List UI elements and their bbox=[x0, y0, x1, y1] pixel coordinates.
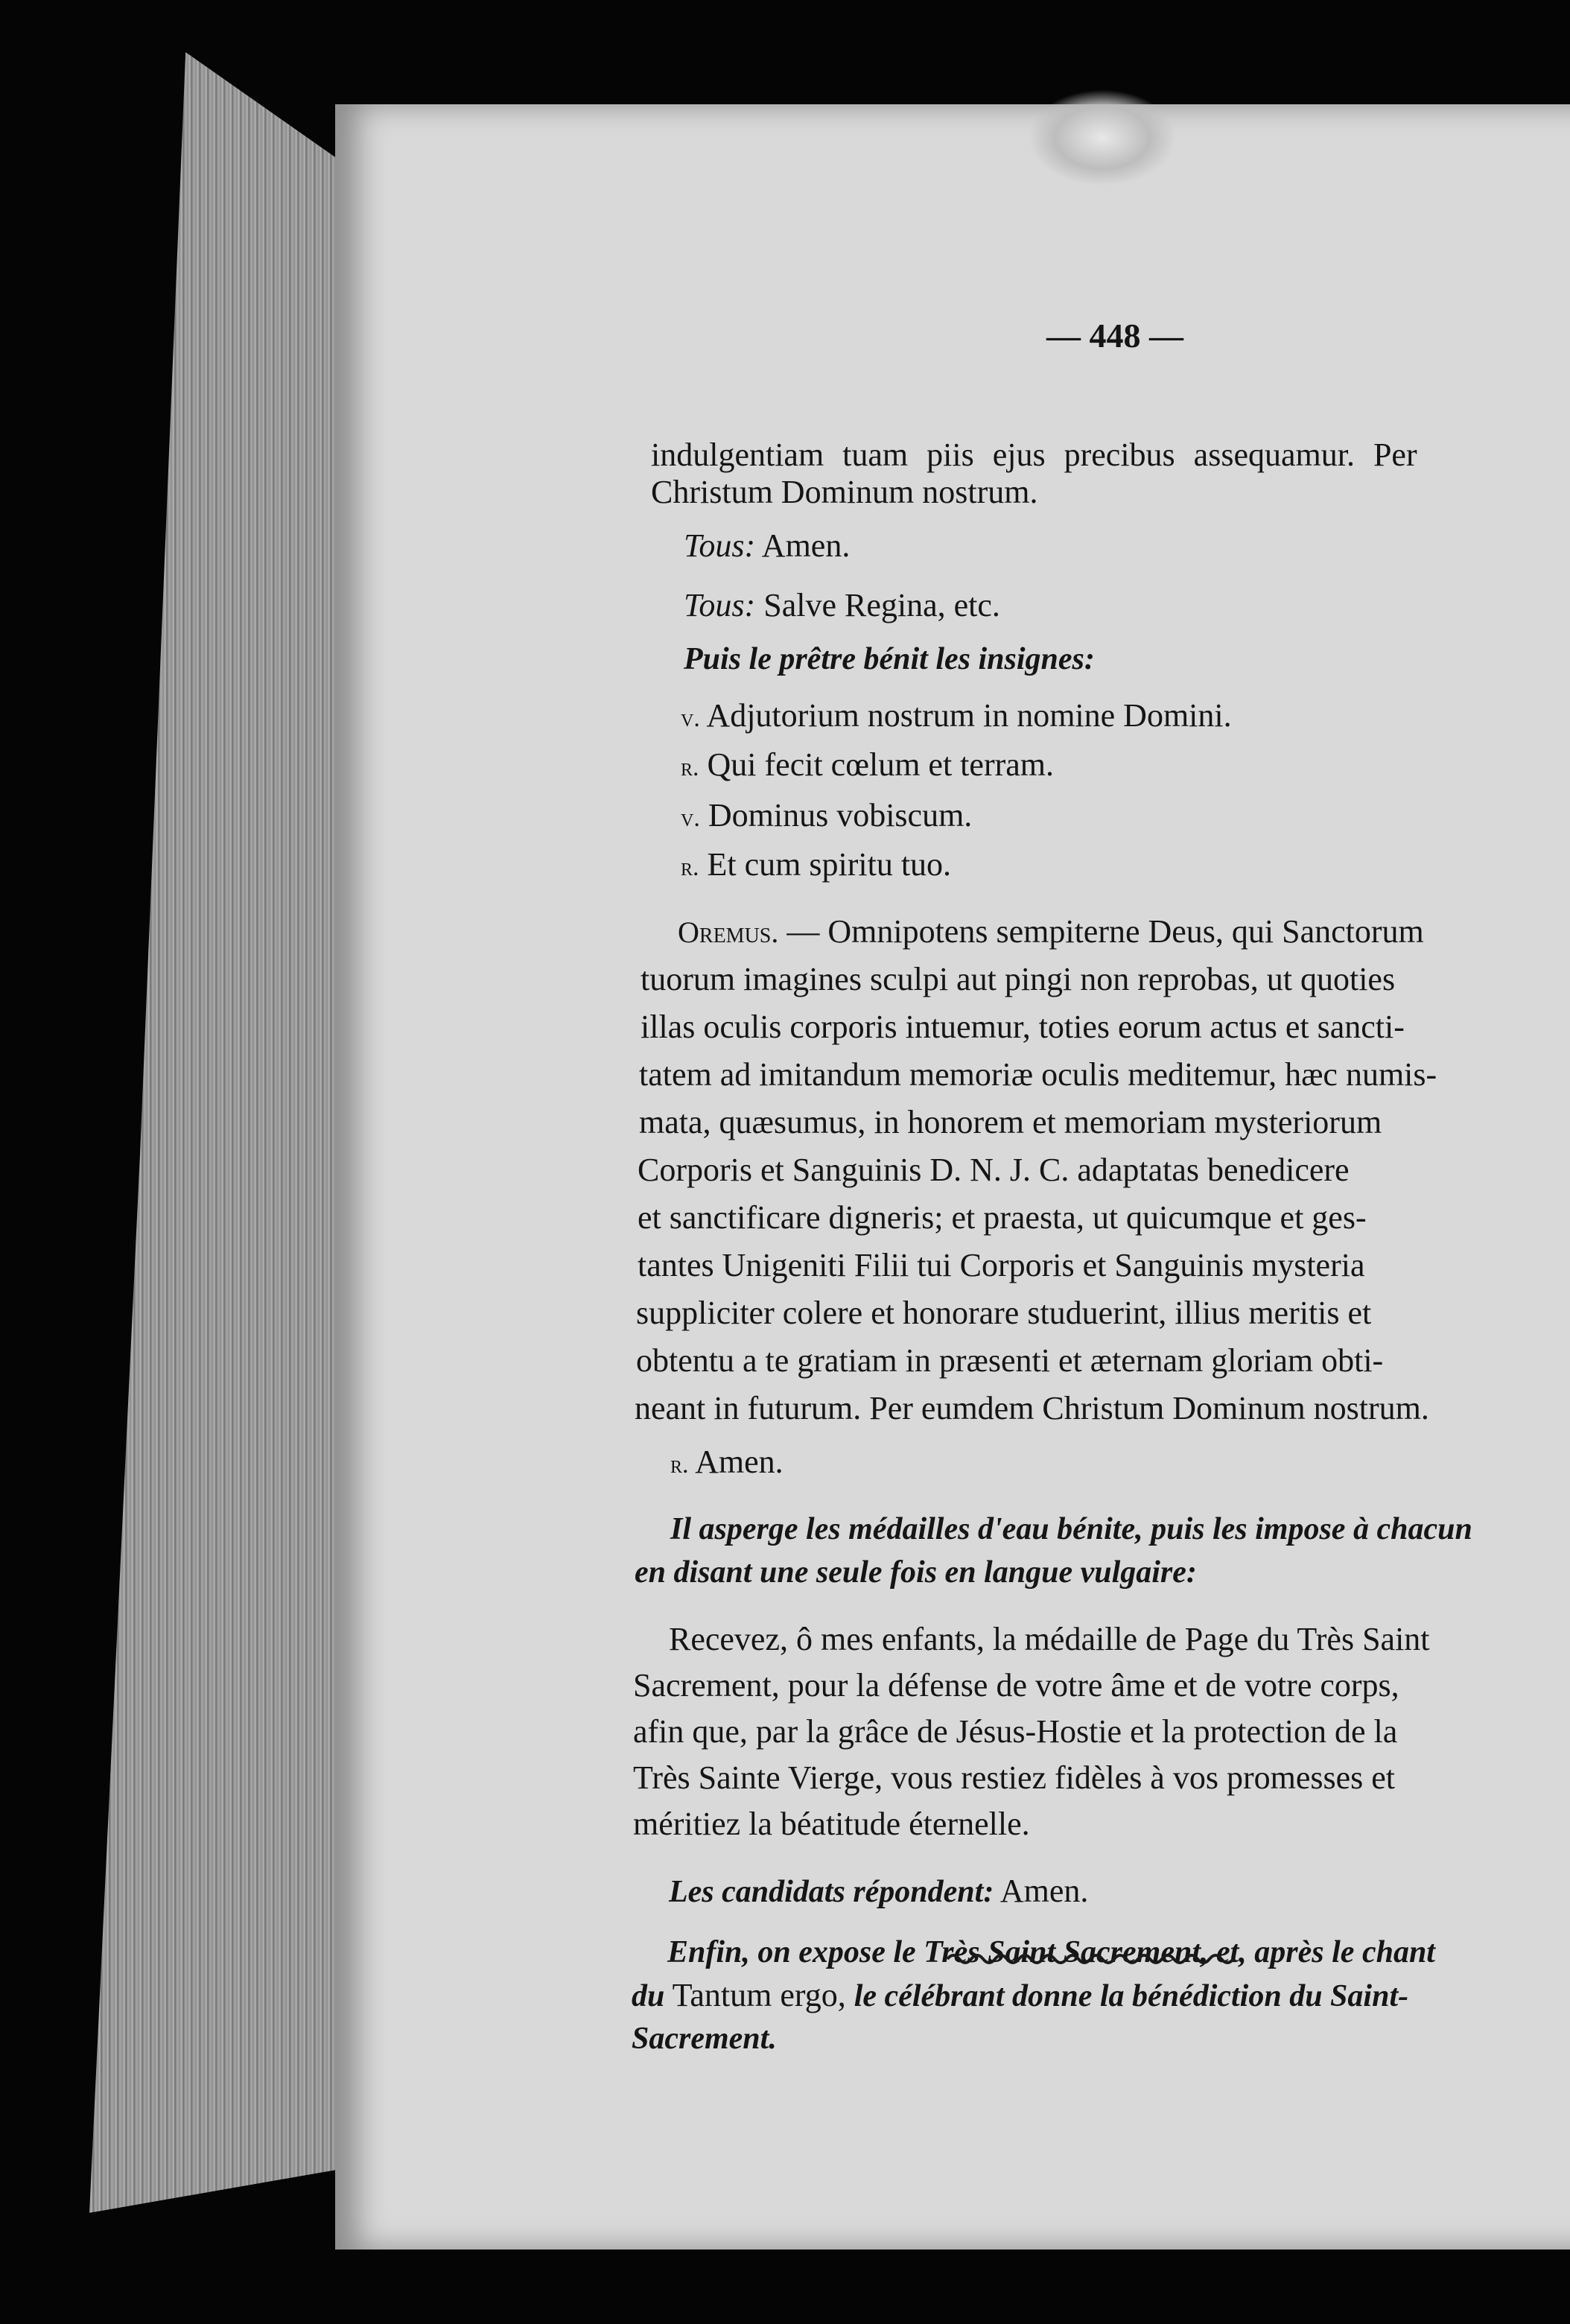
continuation-line-1: indulgentiam tuam piis ejus precibus assequamur. Per bbox=[651, 436, 1417, 473]
candidats-line bbox=[669, 1868, 1088, 1915]
rubric-asperge-line-2: en disant une seule fois en langue vulgaire: bbox=[635, 1555, 1197, 1590]
rubric-asperge-line-1: Il asperge les médailles d'eau bénite, puis les impose à chacun bbox=[670, 1512, 1472, 1546]
oremus-line: obtentu a te gratiam in præsenti et æternam gloriam obti- bbox=[636, 1342, 1384, 1379]
response-mark: r. bbox=[670, 1451, 689, 1479]
oremus-text: — Omnipotens sempiterne Deus, qui Sanctorum bbox=[786, 913, 1424, 950]
versicle-text: Dominus vobiscum. bbox=[708, 797, 973, 834]
speaker-label: Tous: bbox=[684, 587, 756, 623]
tous-salve-line bbox=[684, 582, 1000, 629]
response-amen-line bbox=[670, 1439, 784, 1488]
tous-amen-line bbox=[684, 523, 850, 569]
continuation-line-2: Christum Dominum nostrum. bbox=[651, 474, 1038, 510]
oremus-line: tatem ad imitandum memoriæ oculis meditemur, hæc numis- bbox=[639, 1056, 1437, 1093]
final-rubric-line-3: Sacrement. bbox=[632, 2022, 777, 2056]
page-number: — 448 — bbox=[1046, 317, 1183, 355]
vernacular-line: méritiez la béatitude éternelle. bbox=[633, 1806, 1030, 1842]
final-rubric-line-1: Enfin, on expose le Très Saint Sacrement, et, après le chant bbox=[667, 1935, 1435, 1969]
rubric-insignes: Puis le prêtre bénit les insignes: bbox=[684, 642, 1095, 676]
vernacular-line: afin que, par la grâce de Jésus-Hostie et la protection de la bbox=[633, 1713, 1398, 1750]
vernacular-line: Recevez, ô mes enfants, la médaille de Page du Très Saint bbox=[669, 1621, 1430, 1657]
versicle-text: Adjutorium nostrum in nomine Domini. bbox=[706, 697, 1232, 734]
oremus-heading: Oremus. bbox=[678, 915, 779, 949]
versicle-line bbox=[681, 693, 1232, 742]
versicle-mark: r. bbox=[681, 754, 699, 781]
scan-blot bbox=[1028, 89, 1177, 186]
versicle-mark: v. bbox=[681, 705, 700, 732]
oremus-line: tuorum imagines sculpi aut pingi non reprobas, ut quoties bbox=[641, 961, 1396, 997]
versicle-line bbox=[681, 842, 951, 891]
final-rubric-du: du bbox=[632, 1979, 665, 2013]
versicle-text: Qui fecit cœlum et terram. bbox=[707, 746, 1054, 783]
oremus-first-line bbox=[678, 909, 1424, 956]
final-rubric-tantum: Tantum ergo, bbox=[672, 1977, 846, 2013]
versicle-text: Et cum spiritu tuo. bbox=[707, 846, 952, 883]
oremus-line: suppliciter colere et honorare studuerint, illius meritis et bbox=[636, 1295, 1372, 1331]
versicle-mark: r. bbox=[681, 854, 699, 881]
versicle-line bbox=[681, 742, 1054, 791]
final-rubric-line-2 bbox=[632, 1972, 1408, 2019]
candidats-text: Amen. bbox=[999, 1873, 1089, 1909]
vernacular-line: Très Sainte Vierge, vous restiez fidèles à vos promesses et bbox=[633, 1759, 1396, 1796]
response-text: Amen. bbox=[761, 527, 851, 564]
oremus-line: tantes Unigeniti Filii tui Corporis et Sanguinis mysteria bbox=[638, 1247, 1365, 1283]
versicle-line bbox=[681, 793, 972, 842]
response-text: Salve Regina, etc. bbox=[763, 587, 1000, 623]
versicle-mark: v. bbox=[681, 804, 700, 832]
response-text: Amen. bbox=[695, 1444, 784, 1480]
wavy-rule-ornament bbox=[946, 1948, 1236, 1970]
oremus-line: mata, quæsumus, in honorem et memoriam mysteriorum bbox=[639, 1104, 1382, 1140]
oremus-line: illas oculis corporis intuemur, toties eorum actus et sancti- bbox=[641, 1009, 1405, 1045]
page-stack-edge bbox=[89, 52, 343, 2257]
speaker-label: Tous: bbox=[684, 527, 756, 564]
oremus-line: Corporis et Sanguinis D. N. J. C. adaptatas benedicere bbox=[638, 1152, 1350, 1188]
oremus-line: neant in futurum. Per eumdem Christum Dominum nostrum. bbox=[635, 1390, 1429, 1426]
final-rubric-benediction: le célébrant donne la bénédiction du Saint- bbox=[854, 1979, 1409, 2013]
vernacular-line: Sacrement, pour la défense de votre âme et de votre corps, bbox=[633, 1667, 1399, 1704]
candidats-rubric: Les candidats répondent: bbox=[669, 1875, 994, 1909]
oremus-line: et sanctificare digneris; et praesta, ut quicumque et ges- bbox=[638, 1199, 1367, 1236]
